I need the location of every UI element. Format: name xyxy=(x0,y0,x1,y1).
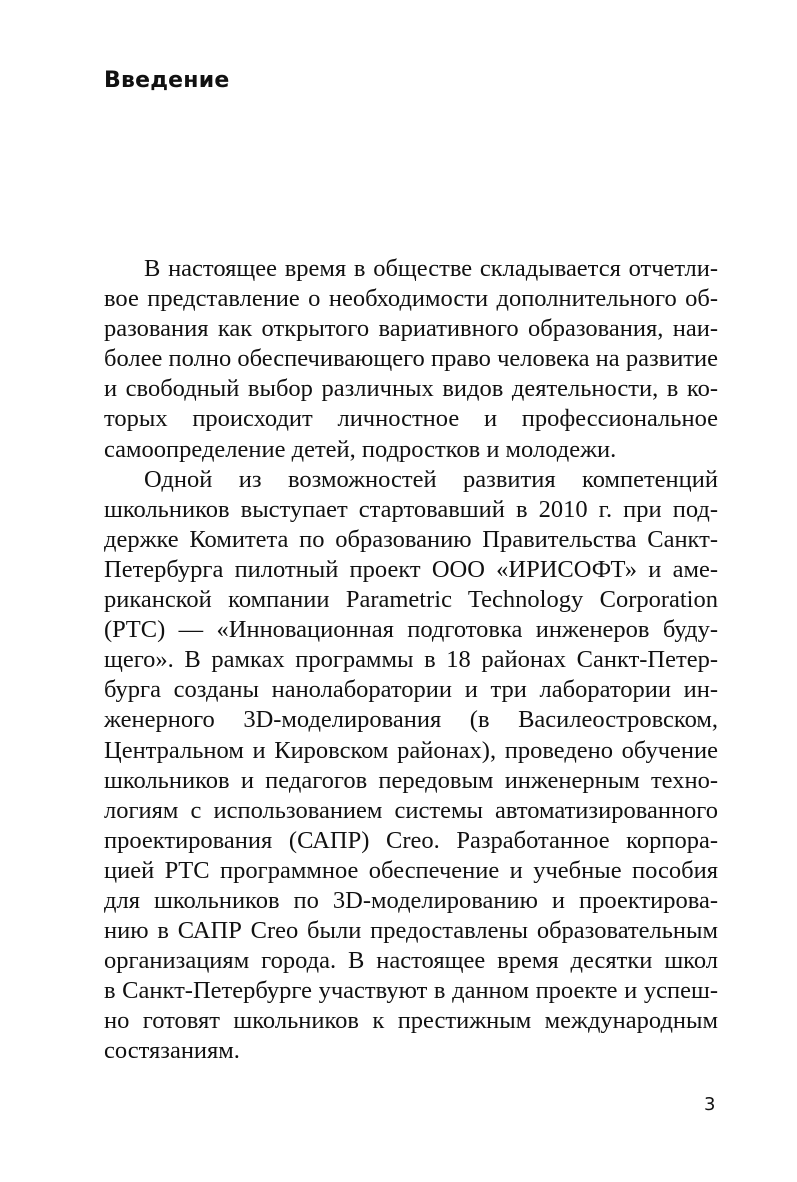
text-line: держке Комитета по образованию Правительства Санкт- xyxy=(104,525,718,553)
text-line: щего». В рамках программы в 18 районах Санкт-Петер- xyxy=(104,646,718,674)
text-line: Петербурга пилотный проект ООО «ИРИСОФТ» и аме- xyxy=(104,555,718,583)
text-line: риканской компании Parametric Technology Corporation xyxy=(104,586,718,614)
section-heading: Введение xyxy=(104,68,230,93)
text-line: проектирования (САПР) Creo. Разработанное корпора- xyxy=(104,826,718,854)
text-line: (PTC) — «Инновационная подготовка инженеров буду- xyxy=(104,616,718,644)
body-text xyxy=(104,254,718,1067)
text-line: состязаниям. xyxy=(104,1037,240,1065)
text-line: вое представление о необходимости дополнительного об- xyxy=(104,285,718,313)
text-line: женерного 3D-моделирования (в Василеостровском, xyxy=(104,706,718,734)
text-line: школьников и педагогов передовым инженерным техно- xyxy=(104,766,718,794)
text-line: и свободный выбор различных видов деятельности, в ко- xyxy=(104,375,718,403)
text-line: но готовят школьников к престижным международным xyxy=(104,1007,718,1035)
text-line: Одной из возможностей развития компетенций xyxy=(144,465,718,493)
text-line: нию в САПР Creo были предоставлены образовательным xyxy=(104,917,718,945)
text-line: Центральном и Кировском районах), проведено обучение xyxy=(104,736,718,764)
text-line: бурга созданы нанолаборатории и три лаборатории ин- xyxy=(104,676,718,704)
text-line: школьников выступает стартовавший в 2010 г. при под- xyxy=(104,495,718,523)
text-line: разования как открытого вариативного образования, наи- xyxy=(104,315,718,343)
text-line: цией PTC программное обеспечение и учебные пособия xyxy=(104,856,718,884)
text-line: самоопределение детей, подростков и молодежи. xyxy=(104,435,617,463)
text-line: для школьников по 3D-моделированию и проектирова- xyxy=(104,886,718,914)
text-line: В настоящее время в обществе складывается отчетли- xyxy=(144,255,718,282)
text-line: организациям города. В настоящее время десятки школ xyxy=(104,947,718,975)
text-line: в Санкт-Петербурге участвуют в данном проекте и успеш- xyxy=(104,977,718,1005)
paragraph xyxy=(104,465,718,1067)
text-line: логиям с использованием системы автоматизированного xyxy=(104,796,718,824)
text-line: торых происходит личностное и профессиональное xyxy=(104,405,718,433)
text-line: более полно обеспечивающего право человека на развитие xyxy=(104,345,718,373)
paragraph xyxy=(104,254,718,465)
page-number: 3 xyxy=(704,1094,716,1115)
